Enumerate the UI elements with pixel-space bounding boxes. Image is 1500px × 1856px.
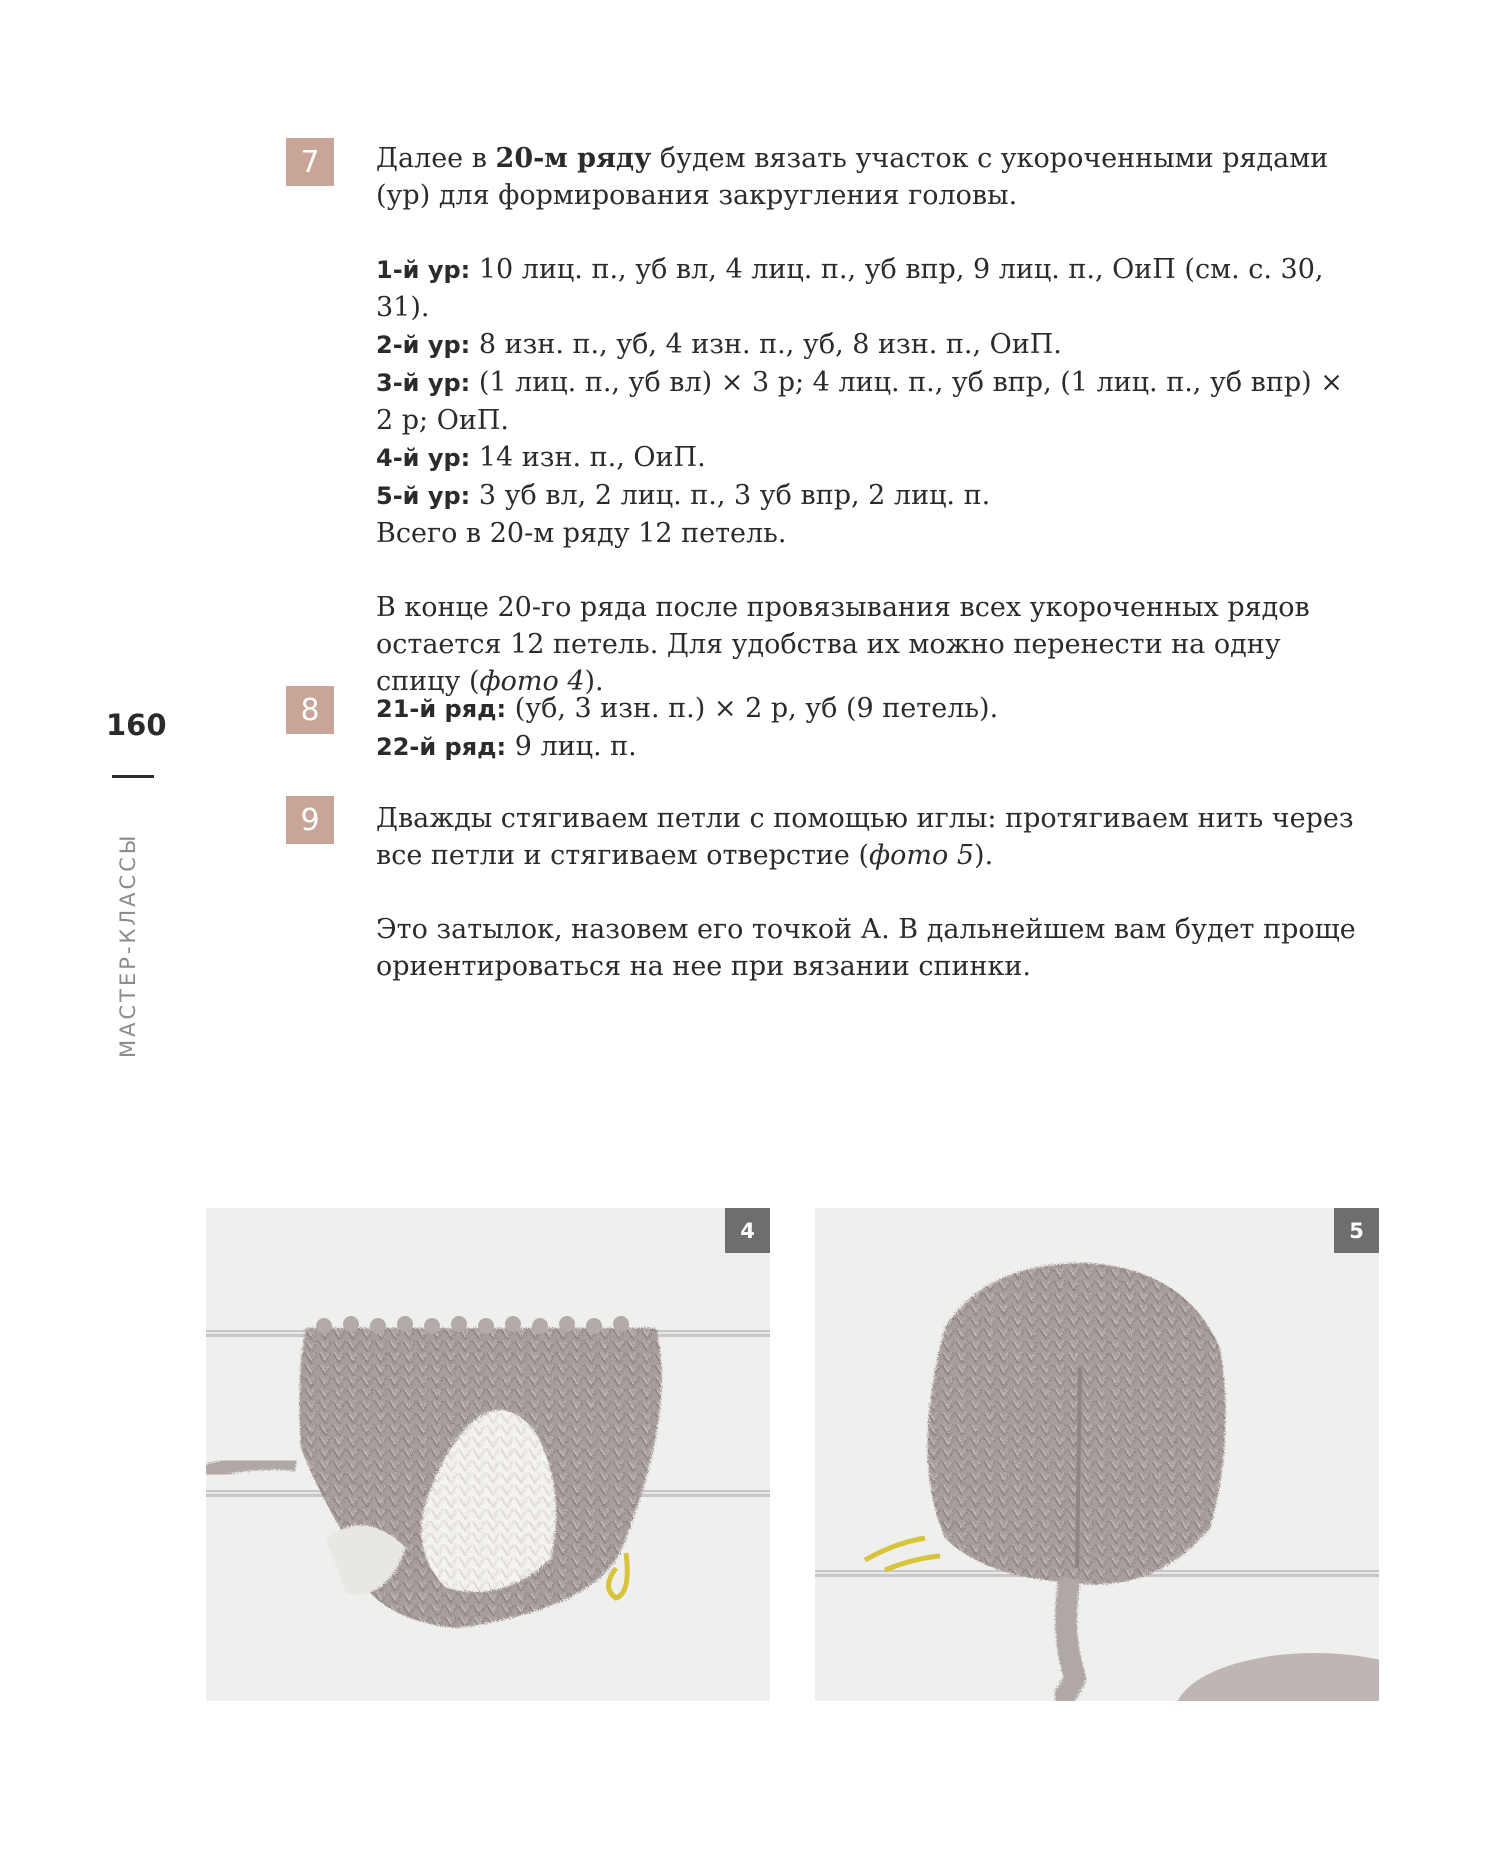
step-7-row-2: 2-й ур: 8 изн. п., уб, 4 изн. п., уб, 8 изн. п., ОиП.	[376, 329, 1062, 360]
step-7-text	[376, 140, 1366, 700]
step-7-intro: Далее в 20-м ряду будем вязать участок с укороченными рядами (ур) для формирования закругления головы.	[376, 143, 1329, 211]
step-7-row-3: 3-й ур: (1 лиц. п., уб вл) × 3 р; 4 лиц. п., уб впр, (1 лиц. п., уб впр) × 2 р; ОиП.	[376, 367, 1343, 436]
step-8-badge: 8	[286, 686, 334, 734]
step-7-total: Всего в 20-м ряду 12 петель.	[376, 518, 787, 549]
photo-4-illustration	[206, 1208, 770, 1701]
page-number: 160	[106, 708, 167, 742]
step-9-instruction: Дважды стягиваем петли с помощью иглы: протягиваем нить через все петли и стягиваем отверстие (фото 5).	[376, 803, 1354, 871]
section-label	[116, 808, 146, 1058]
photo-4	[206, 1208, 770, 1701]
step-7-row-1: 1-й ур: 10 лиц. п., уб вл, 4 лиц. п., уб впр, 9 лиц. п., ОиП (см. с. 30, 31).	[376, 254, 1324, 323]
photo-4-number: 4	[725, 1208, 770, 1253]
step-9-badge: 9	[286, 796, 334, 844]
section-label-text: МАСТЕР-КЛАССЫ	[116, 832, 140, 1058]
photo-5	[815, 1208, 1379, 1701]
page-number-divider	[112, 775, 154, 778]
step-7-row-4: 4-й ур: 14 изн. п., ОиП.	[376, 442, 706, 473]
step-8-row-22: 22-й ряд: 9 лиц. п.	[376, 731, 637, 762]
photo-5-illustration	[815, 1208, 1379, 1701]
photo-5-number: 5	[1334, 1208, 1379, 1253]
step-7-row-5: 5-й ур: 3 уб вл, 2 лиц. п., 3 уб впр, 2 лиц. п.	[376, 480, 991, 511]
step-9-note: Это затылок, назовем его точкой А. В дальнейшем вам будет проще ориентироваться на нее при вязании спинки.	[376, 914, 1356, 982]
step-8-row-21: 21-й ряд: (уб, 3 изн. п.) × 2 р, уб (9 петель).	[376, 693, 999, 724]
step-7-end: В конце 20-го ряда после провязывания всех укороченных рядов остается 12 петель. Для удобства их можно перенести на одну спицу (фото 4).	[376, 592, 1310, 697]
step-9-text	[376, 800, 1366, 985]
step-8-text	[376, 690, 1366, 766]
step-7-badge: 7	[286, 138, 334, 186]
